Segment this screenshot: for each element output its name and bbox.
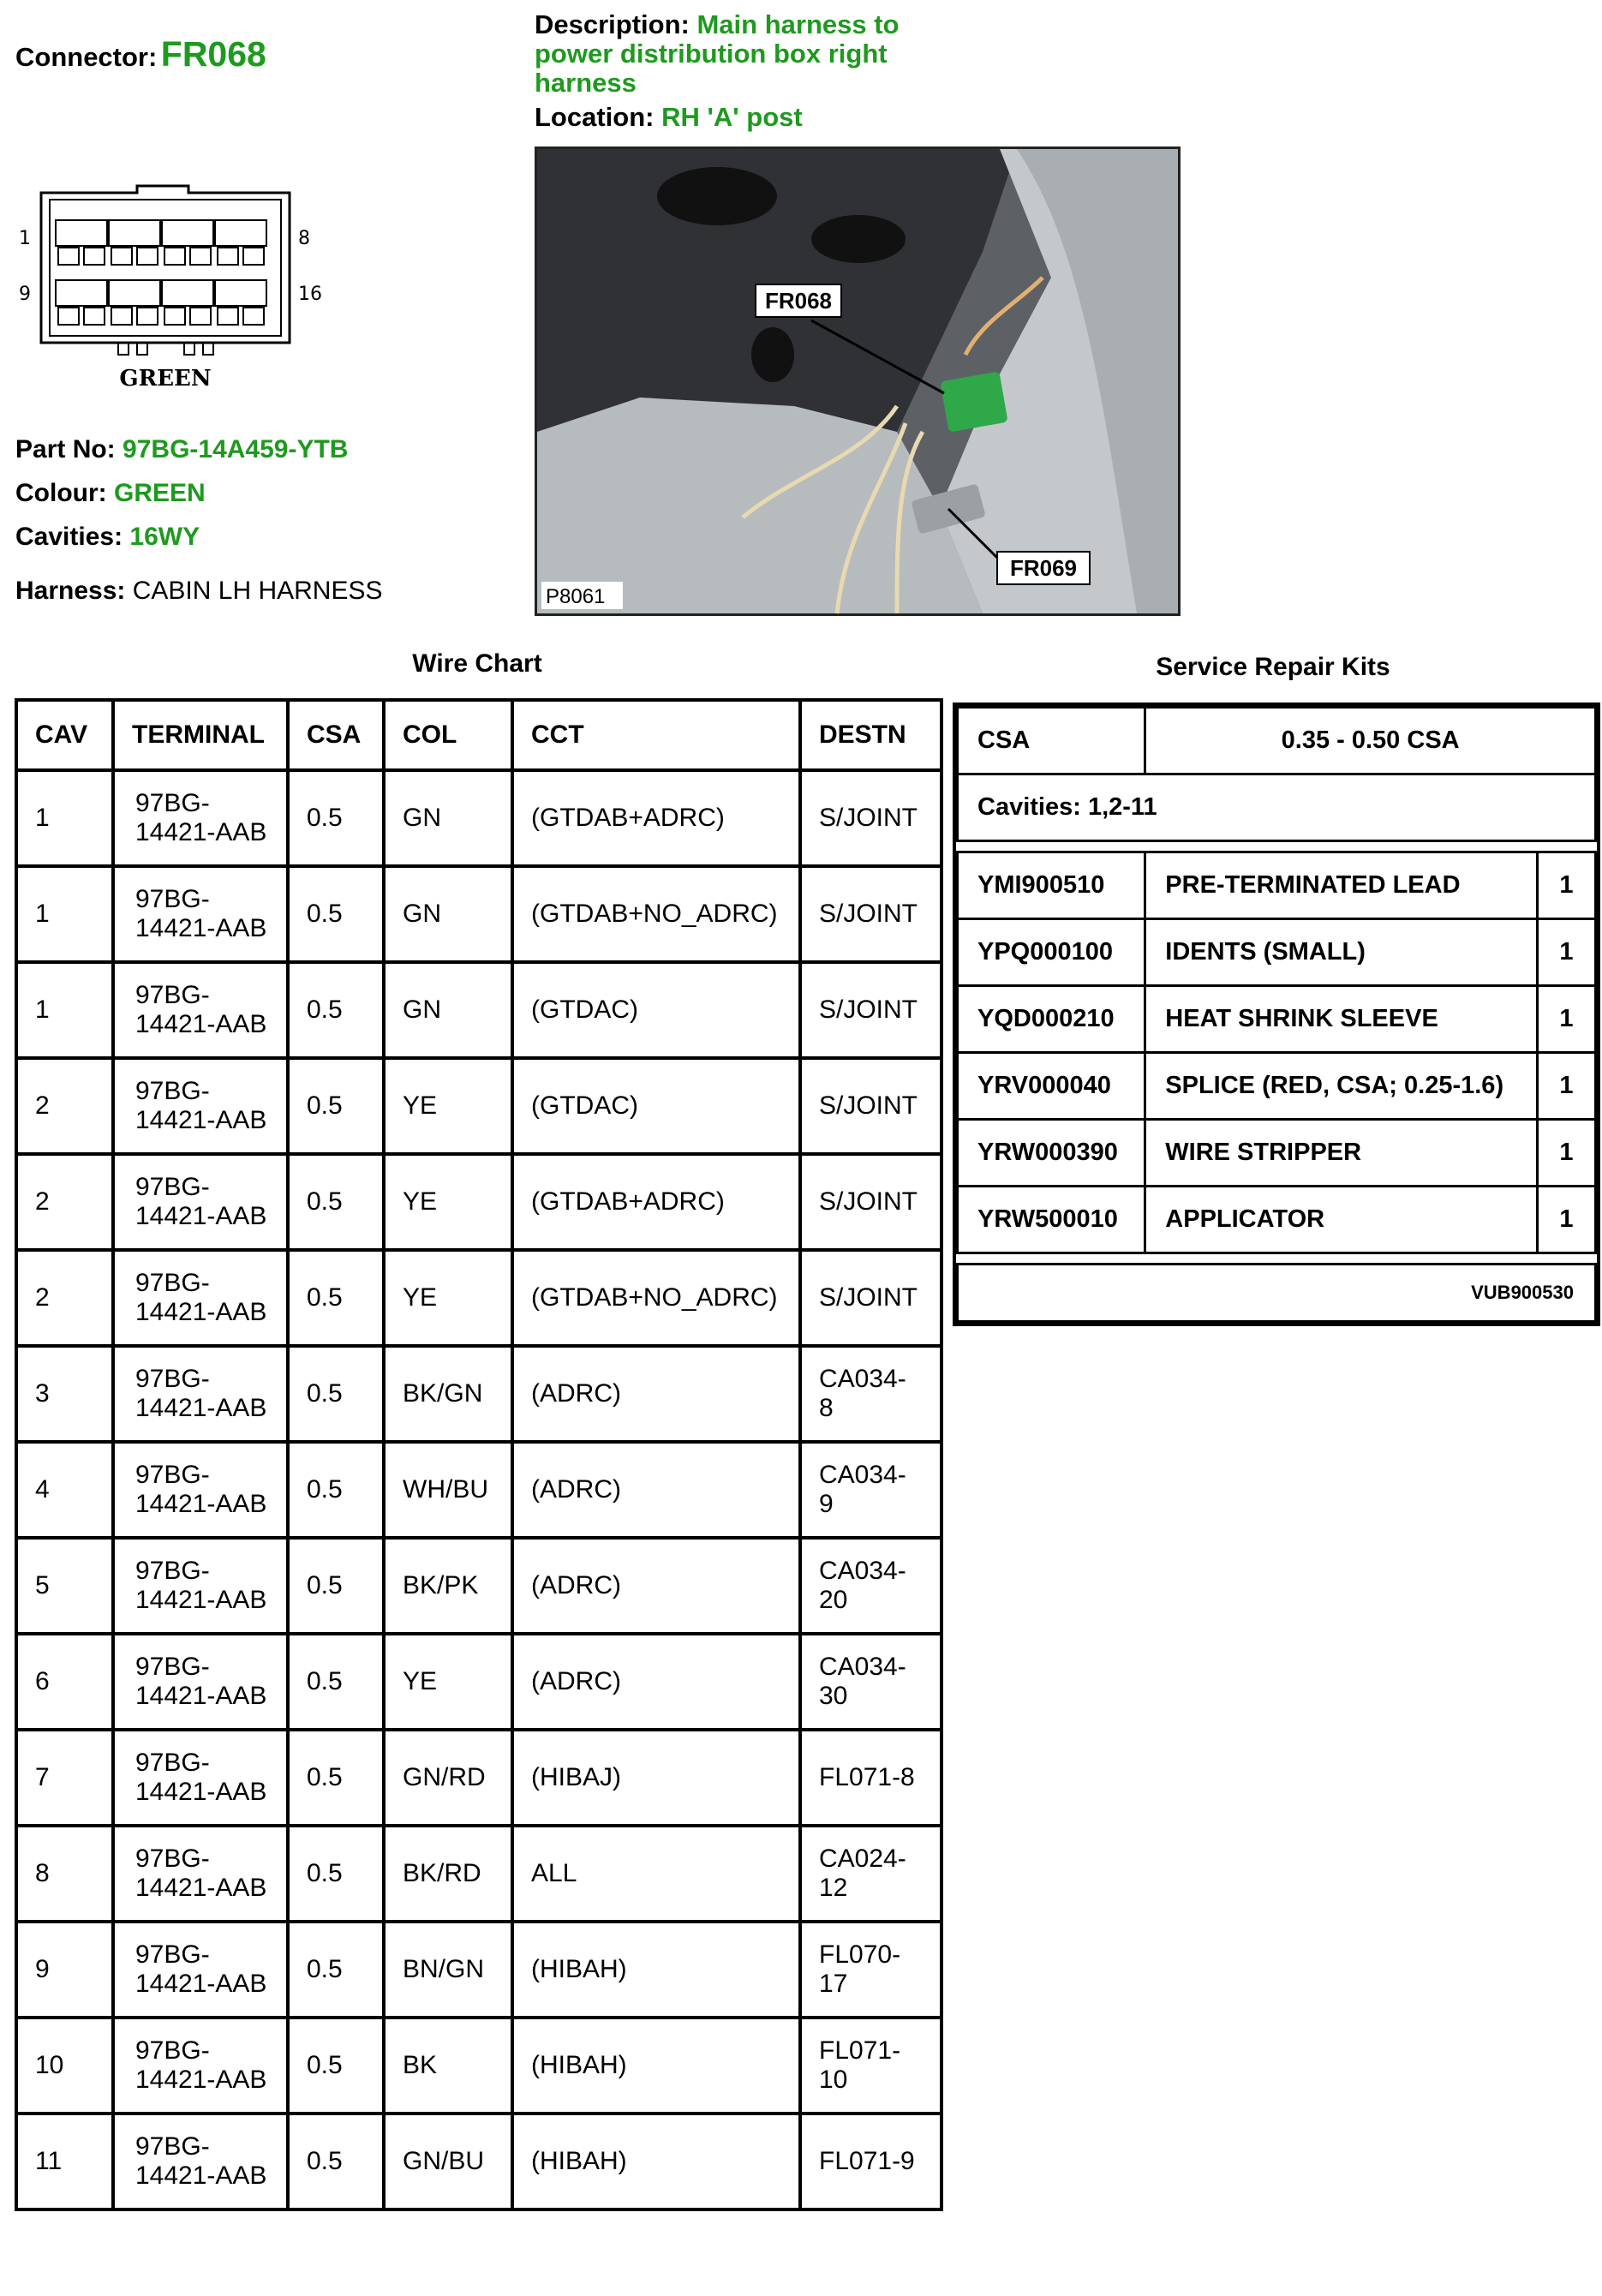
kit-description: IDENTS (SMALL)	[1145, 919, 1538, 986]
kits-csa-row	[958, 708, 1596, 774]
cell-csa: 0.5	[288, 1346, 384, 1442]
header-cav: CAV	[16, 700, 113, 770]
wire-chart-row	[16, 1538, 941, 1634]
diagram-caption: GREEN	[119, 366, 212, 392]
photo-callout-fr069: FR069	[1009, 555, 1078, 581]
cell-terminal: 97BG- 14421-AAB	[113, 770, 288, 866]
connector-face-svg	[9, 176, 322, 398]
wire-chart-row	[16, 1826, 941, 1922]
location-value: RH 'A' post	[661, 102, 803, 132]
cell-cav: 6	[16, 1634, 113, 1730]
cell-cct: (GTDAC)	[512, 962, 800, 1058]
cell-destn: FL071- 10	[800, 2018, 941, 2114]
cell-terminal: 97BG- 14421-AAB	[113, 1250, 288, 1346]
cell-col: BK/GN	[384, 1346, 512, 1442]
cell-cav: 9	[16, 1922, 113, 2018]
cell-destn: FL071-9	[800, 2114, 941, 2209]
cell-destn: CA034- 20	[800, 1538, 941, 1634]
cell-csa: 0.5	[288, 1634, 384, 1730]
cell-col: GN/RD	[384, 1730, 512, 1826]
kit-description: PRE-TERMINATED LEAD	[1145, 852, 1538, 919]
cell-csa: 0.5	[288, 1154, 384, 1250]
location-photo-svg	[537, 149, 1178, 613]
cell-cct: (GTDAB+ADRC)	[512, 770, 800, 866]
cell-destn: CA034- 9	[800, 1442, 941, 1538]
wire-chart-row	[16, 1922, 941, 2018]
cell-destn: S/JOINT	[800, 770, 941, 866]
cell-cav: 1	[16, 962, 113, 1058]
kit-item-row	[958, 1120, 1596, 1187]
description-block	[535, 10, 899, 132]
repair-kits-table	[953, 703, 1600, 1326]
cell-terminal: 97BG- 14421-AAB	[113, 1442, 288, 1538]
repair-kits-title: Service Repair Kits	[1156, 653, 1390, 681]
cell-col: YE	[384, 1154, 512, 1250]
cell-terminal: 97BG- 14421-AAB	[113, 1826, 288, 1922]
kit-item-row	[958, 919, 1596, 986]
cell-cct: (GTDAC)	[512, 1058, 800, 1154]
kit-item-row	[958, 986, 1596, 1053]
kit-description: APPLICATOR	[1145, 1187, 1538, 1253]
cell-terminal: 97BG- 14421-AAB	[113, 1730, 288, 1826]
photo-callout-fr068: FR068	[764, 288, 833, 314]
cell-cav: 2	[16, 1250, 113, 1346]
cell-cav: 1	[16, 866, 113, 962]
kit-item-row	[958, 1187, 1596, 1253]
cell-col: BN/GN	[384, 1922, 512, 2018]
cell-destn: CA034- 30	[800, 1634, 941, 1730]
cell-csa: 0.5	[288, 1730, 384, 1826]
kit-description: SPLICE (RED, CSA; 0.25-1.6)	[1145, 1053, 1538, 1120]
connector-heading	[15, 34, 266, 75]
cell-cav: 4	[16, 1442, 113, 1538]
wire-chart-row	[16, 1730, 941, 1826]
cell-cct: (HIBAH)	[512, 1922, 800, 2018]
cell-destn: S/JOINT	[800, 1250, 941, 1346]
cell-cct: (HIBAH)	[512, 2114, 800, 2209]
cell-terminal: 97BG- 14421-AAB	[113, 1346, 288, 1442]
kit-item-row	[958, 852, 1596, 919]
cell-cct: (ADRC)	[512, 1538, 800, 1634]
header-destn: DESTN	[800, 700, 941, 770]
kits-csa-label: CSA	[958, 708, 1145, 774]
cell-cct: (HIBAJ)	[512, 1730, 800, 1826]
wire-chart-row	[16, 962, 941, 1058]
cell-cct: (ADRC)	[512, 1634, 800, 1730]
cell-csa: 0.5	[288, 770, 384, 866]
location-label: Location:	[535, 102, 655, 132]
cell-col: BK	[384, 2018, 512, 2114]
kit-description: WIRE STRIPPER	[1145, 1120, 1538, 1187]
kit-item-row	[958, 1053, 1596, 1120]
cell-terminal: 97BG- 14421-AAB	[113, 1922, 288, 2018]
header-col: COL	[384, 700, 512, 770]
cell-terminal: 97BG- 14421-AAB	[113, 1634, 288, 1730]
cell-cct: (ADRC)	[512, 1346, 800, 1442]
cell-csa: 0.5	[288, 866, 384, 962]
cell-terminal: 97BG- 14421-AAB	[113, 962, 288, 1058]
description-line1: Main harness to	[696, 9, 900, 39]
wire-chart-row	[16, 2018, 941, 2114]
cell-csa: 0.5	[288, 2114, 384, 2209]
kit-part-number: YPQ000100	[958, 919, 1145, 986]
wire-chart-table	[15, 698, 943, 2211]
location-photo	[535, 146, 1181, 616]
cell-csa: 0.5	[288, 1442, 384, 1538]
cell-col: GN	[384, 866, 512, 962]
cell-destn: FL071-8	[800, 1730, 941, 1826]
cell-destn: S/JOINT	[800, 1058, 941, 1154]
cell-cct: (ADRC)	[512, 1442, 800, 1538]
kit-quantity: 1	[1537, 1187, 1595, 1253]
kit-part-number: YRW000390	[958, 1120, 1145, 1187]
description-line2: power distribution box right	[535, 39, 888, 69]
cell-cct: (GTDAB+NO_ADRC)	[512, 1250, 800, 1346]
kit-quantity: 1	[1537, 1120, 1595, 1187]
kit-part-number: YQD000210	[958, 986, 1145, 1053]
cell-csa: 0.5	[288, 1058, 384, 1154]
kits-cavities: Cavities: 1,2-11	[958, 774, 1596, 841]
cell-col: YE	[384, 1058, 512, 1154]
description-label: Description:	[535, 9, 690, 39]
description-line3: harness	[535, 68, 637, 98]
header-cct: CCT	[512, 700, 800, 770]
kit-quantity: 1	[1537, 852, 1595, 919]
kit-part-number: YMI900510	[958, 852, 1145, 919]
cell-destn: CA024- 12	[800, 1826, 941, 1922]
wire-chart-row	[16, 1058, 941, 1154]
wire-chart-row	[16, 1154, 941, 1250]
harness-line	[15, 577, 383, 606]
cell-csa: 0.5	[288, 1826, 384, 1922]
wire-chart-row	[16, 770, 941, 866]
cell-destn: FL070- 17	[800, 1922, 941, 2018]
pin-1-label: 1	[19, 228, 31, 249]
part-no-value: 97BG-14A459-YTB	[123, 435, 349, 463]
cell-terminal: 97BG- 14421-AAB	[113, 1538, 288, 1634]
wire-chart-header-row	[16, 700, 941, 770]
pin-8-label: 8	[298, 228, 310, 249]
wire-chart-row	[16, 1442, 941, 1538]
cell-cav: 10	[16, 2018, 113, 2114]
header-csa: CSA	[288, 700, 384, 770]
kits-footer-row	[958, 1265, 1596, 1322]
harness-value: CABIN LH HARNESS	[132, 577, 383, 605]
wire-chart-row	[16, 1346, 941, 1442]
cell-cav: 1	[16, 770, 113, 866]
part-no-label: Part No:	[15, 435, 116, 463]
cell-cav: 8	[16, 1826, 113, 1922]
connector-face-diagram	[9, 176, 322, 398]
cell-cct: (HIBAH)	[512, 2018, 800, 2114]
kit-part-number: YRW500010	[958, 1187, 1145, 1253]
cell-col: GN	[384, 962, 512, 1058]
wire-chart-row	[16, 1250, 941, 1346]
harness-label: Harness:	[15, 577, 126, 605]
kit-quantity: 1	[1537, 1053, 1595, 1120]
kits-separator	[958, 1253, 1596, 1265]
cavities-label: Cavities:	[15, 523, 123, 551]
kit-quantity: 1	[1537, 986, 1595, 1053]
connector-id: FR068	[160, 34, 266, 74]
header-terminal: TERMINAL	[113, 700, 288, 770]
cell-cav: 2	[16, 1058, 113, 1154]
colour-value: GREEN	[113, 479, 206, 507]
cell-destn: CA034- 8	[800, 1346, 941, 1442]
cell-destn: S/JOINT	[800, 866, 941, 962]
wire-chart-title: Wire Chart	[412, 649, 542, 678]
cell-csa: 0.5	[288, 1538, 384, 1634]
connector-label: Connector:	[15, 42, 158, 72]
cell-terminal: 97BG- 14421-AAB	[113, 2018, 288, 2114]
cell-cct: (GTDAB+NO_ADRC)	[512, 866, 800, 962]
pin-16-label: 16	[298, 284, 322, 305]
cell-col: YE	[384, 1250, 512, 1346]
part-no-line	[15, 435, 348, 464]
cell-cct: ALL	[512, 1826, 800, 1922]
cell-col: BK/PK	[384, 1538, 512, 1634]
cell-cav: 3	[16, 1346, 113, 1442]
cell-cav: 5	[16, 1538, 113, 1634]
kit-quantity: 1	[1537, 919, 1595, 986]
cell-terminal: 97BG- 14421-AAB	[113, 2114, 288, 2209]
cell-terminal: 97BG- 14421-AAB	[113, 1154, 288, 1250]
colour-line	[15, 479, 206, 508]
cell-destn: S/JOINT	[800, 962, 941, 1058]
kits-csa-value: 0.35 - 0.50 CSA	[1145, 708, 1596, 774]
cell-terminal: 97BG- 14421-AAB	[113, 1058, 288, 1154]
cell-csa: 0.5	[288, 962, 384, 1058]
cell-csa: 0.5	[288, 1250, 384, 1346]
cell-col: BK/RD	[384, 1826, 512, 1922]
wire-chart-row	[16, 1634, 941, 1730]
cell-terminal: 97BG- 14421-AAB	[113, 866, 288, 962]
cell-col: WH/BU	[384, 1442, 512, 1538]
cell-cav: 2	[16, 1154, 113, 1250]
kits-separator	[958, 841, 1596, 852]
cell-csa: 0.5	[288, 1922, 384, 2018]
cell-col: GN/BU	[384, 2114, 512, 2209]
wire-chart-row	[16, 2114, 941, 2209]
cell-destn: S/JOINT	[800, 1154, 941, 1250]
kit-part-number: YRV000040	[958, 1053, 1145, 1120]
cell-cct: (GTDAB+ADRC)	[512, 1154, 800, 1250]
cell-cav: 11	[16, 2114, 113, 2209]
cell-col: YE	[384, 1634, 512, 1730]
wire-chart-row	[16, 866, 941, 962]
kit-description: HEAT SHRINK SLEEVE	[1145, 986, 1538, 1053]
cavities-value: 16WY	[129, 523, 200, 551]
kits-cavities-row	[958, 774, 1596, 841]
cell-col: GN	[384, 770, 512, 866]
cavities-line	[15, 523, 200, 552]
kit-number: VUB900530	[958, 1265, 1596, 1322]
photo-reference: P8061	[546, 585, 606, 608]
colour-label: Colour:	[15, 479, 107, 507]
cell-csa: 0.5	[288, 2018, 384, 2114]
cell-cav: 7	[16, 1730, 113, 1826]
pin-9-label: 9	[19, 284, 31, 305]
